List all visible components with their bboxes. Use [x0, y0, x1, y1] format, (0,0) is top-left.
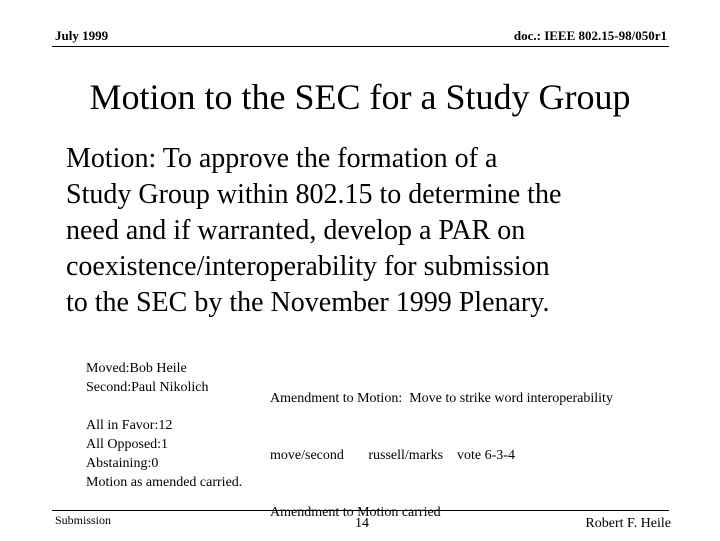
header-doc-id: doc.: IEEE 802.15-98/050r1: [513, 28, 667, 43]
seconded-by: Second:Paul Nikolich: [86, 380, 209, 395]
vote-in-favor: All in Favor:12: [86, 418, 173, 433]
motion-line: Study Group within 802.15 to determine the: [66, 179, 562, 210]
motion-line: Motion: To approve the formation of a: [66, 143, 498, 174]
amendment-line: Amendment to Motion: Move to strike word interoperability: [270, 391, 613, 406]
header-rule: [52, 46, 669, 47]
moved-by: Moved:Bob Heile: [86, 361, 187, 376]
vote-opposed: All Opposed:1: [86, 437, 169, 452]
motion-line: need and if warranted, develop a PAR on: [66, 215, 526, 246]
amendment-line: Amendment to Motion carried: [270, 505, 441, 520]
moved-block: [86, 359, 209, 397]
motion-line: to the SEC by the November 1999 Plenary.: [66, 287, 550, 318]
page-number: 14: [355, 516, 369, 531]
vote-block: [86, 416, 242, 492]
footer-submission: Submission: [55, 513, 112, 527]
vote-result: Motion as amended carried.: [86, 475, 243, 490]
footer-rule: [52, 510, 669, 511]
vote-abstaining: Abstaining:0: [86, 456, 159, 471]
slide-title: Motion to the SEC for a Study Group: [89, 77, 631, 117]
amendment-line: move/second russell/marks vote 6-3-4: [270, 448, 515, 463]
header-date: July 1999: [55, 28, 109, 43]
amendment-block: [270, 351, 613, 541]
motion-line: coexistence/interoperability for submission: [66, 251, 550, 282]
footer-author: Robert F. Heile: [585, 516, 671, 531]
